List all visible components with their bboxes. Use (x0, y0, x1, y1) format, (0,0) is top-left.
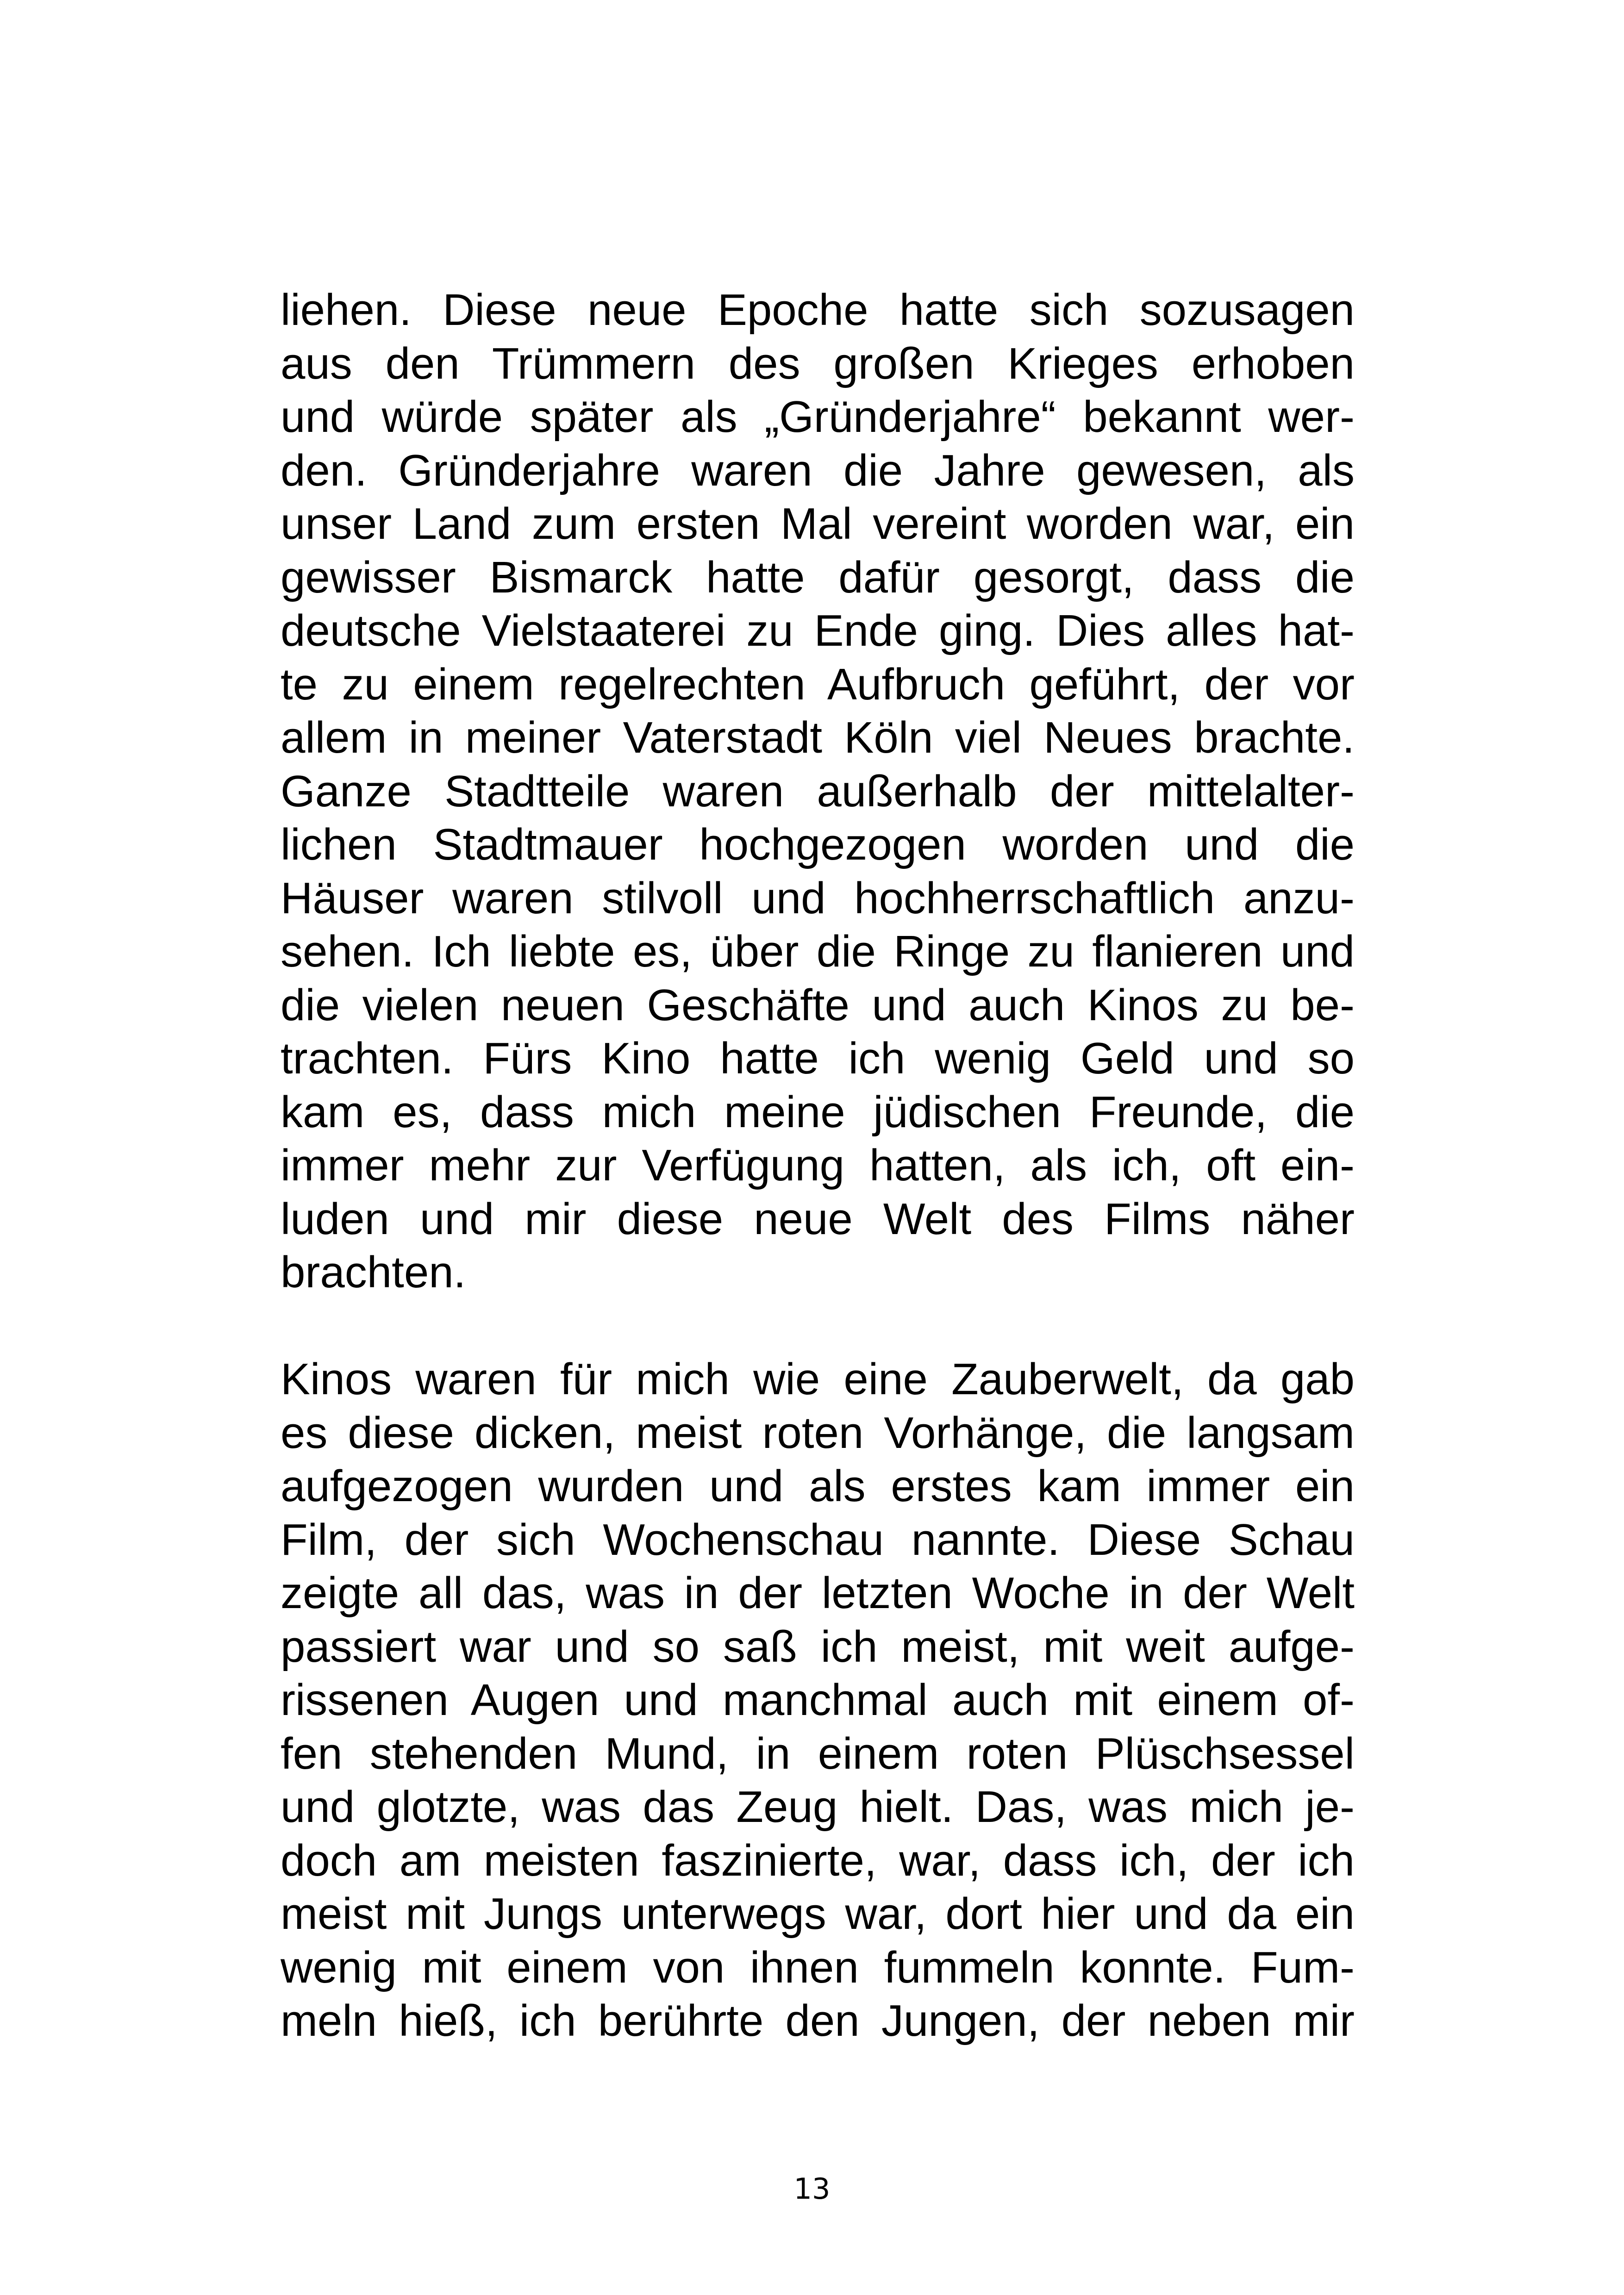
text-line: passiert war und so saß ich meist, mit weit aufge- (281, 1621, 1355, 1671)
paragraph-1 (281, 283, 1355, 1299)
text-line: doch am meisten faszinierte, war, dass ich, der ich (281, 1835, 1355, 1885)
body-text (281, 283, 1355, 2048)
page-number: 13 (793, 2172, 831, 2206)
text-line: fen stehenden Mund, in einem roten Plüschsessel (281, 1728, 1355, 1778)
text-line: Film, der sich Wochenschau nannte. Diese Schau (281, 1515, 1355, 1565)
text-line: trachten. Fürs Kino hatte ich wenig Geld und so (281, 1034, 1355, 1083)
text-line: zeigte all das, was in der letzten Woche in der Welt (281, 1568, 1355, 1618)
text-line: die vielen neuen Geschäfte und auch Kinos zu be- (281, 980, 1355, 1030)
text-line: Häuser waren stilvoll und hochherrschaftlich anzu- (281, 873, 1355, 923)
text-line: te zu einem regelrechten Aufbruch geführt, der vor (281, 659, 1355, 709)
text-line: luden und mir diese neue Welt des Films näher (281, 1194, 1355, 1244)
text-line: deutsche Vielstaaterei zu Ende ging. Dies alles hat- (281, 606, 1355, 655)
text-line: aus den Trümmern des großen Krieges erhoben (281, 338, 1355, 388)
text-line: meist mit Jungs unterwegs war, dort hier und da ein (281, 1889, 1355, 1939)
text-line: es diese dicken, meist roten Vorhänge, die langsam (281, 1408, 1355, 1458)
text-line: Ganze Stadtteile waren außerhalb der mittelalter- (281, 766, 1355, 816)
text-line: gewisser Bismarck hatte dafür gesorgt, dass die (281, 552, 1355, 602)
text-line: unser Land zum ersten Mal vereint worden war, ein (281, 499, 1355, 549)
text-line: Kinos waren für mich wie eine Zauberwelt, da gab (281, 1354, 1355, 1404)
text-line: brachten. (281, 1247, 466, 1297)
text-line: kam es, dass mich meine jüdischen Freunde, die (281, 1087, 1355, 1137)
text-line: und würde später als „Gründerjahre“ bekannt wer- (281, 392, 1355, 442)
text-line: allem in meiner Vaterstadt Köln viel Neues brachte. (281, 713, 1355, 762)
text-line: liehen. Diese neue Epoche hatte sich sozusagen (281, 285, 1355, 335)
text-line: meln hieß, ich berührte den Jungen, der neben mir (281, 1996, 1355, 2046)
text-line: sehen. Ich liebte es, über die Ringe zu flanieren und (281, 927, 1355, 976)
paragraph-spacer (281, 1299, 1355, 1353)
text-line: und glotzte, was das Zeug hielt. Das, was mich je- (281, 1782, 1355, 1832)
paragraph-2 (281, 1353, 1355, 2048)
text-line: den. Gründerjahre waren die Jahre gewesen, als (281, 445, 1355, 495)
text-line: aufgezogen wurden und als erstes kam immer ein (281, 1461, 1355, 1511)
text-line: wenig mit einem von ihnen fummeln konnte. Fum- (281, 1942, 1355, 1992)
text-line: immer mehr zur Verfügung hatten, als ich, oft ein- (281, 1141, 1355, 1190)
text-line: rissenen Augen und manchmal auch mit einem of- (281, 1675, 1355, 1725)
text-line: lichen Stadtmauer hochgezogen worden und die (281, 820, 1355, 869)
